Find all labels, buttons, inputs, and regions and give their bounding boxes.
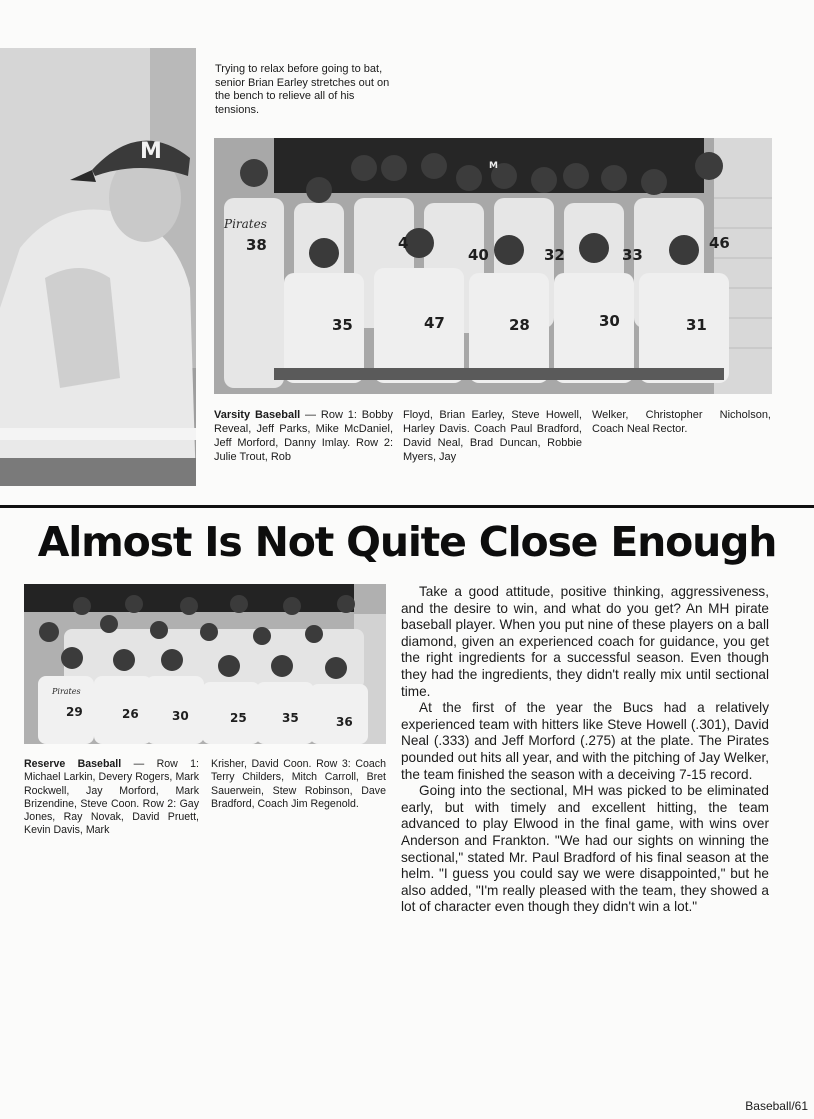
story-paragraph: Take a good attitude, positive thinking, aggressiveness, and the desire to win, and what do you get? An MH pirate baseball player. When you put nine of these players on a ball diamond, given an experienced coach for guidance, you get the right ingredients for a successful season. Even though they had the ingredients, they didn't really mix until sectional time.	[401, 584, 769, 699]
reserve-number: 26	[122, 707, 139, 721]
varsity-jersey-script: Pirates	[224, 217, 267, 231]
varsity-number: 46	[709, 234, 730, 252]
reserve-caption-text-1: — Row 1: Michael Larkin, Devery Rogers, Mark Rockwell, Jay Morford, Mark Brizendine, Steve Coon. Row 2: Gay Jones, Ray Novak, David Pruett, Kevin Davis, Mark	[24, 758, 199, 837]
reserve-caption-col-1	[24, 758, 199, 838]
varsity-cap-letter: M	[489, 161, 498, 171]
varsity-caption-text-1: — Row 1: Bobby Reveal, Jeff Parks, Mike McDaniel, Jeff Morford, Danny Imlay. Row 2: Julie Trout, Rob	[214, 409, 393, 463]
reserve-number: 29	[66, 705, 83, 719]
varsity-number: 35	[332, 316, 353, 334]
varsity-caption-col-3: Welker, Christopher Nicholson, Coach Neal Rector.	[592, 409, 771, 435]
page-headline: Almost Is Not Quite Close Enough	[37, 518, 777, 566]
story-paragraph: Going into the sectional, MH was picked to be eliminated early, but with timely and excellent hitting, the team advanced to play Elwood in the final game, with wins over Anderson and Frankton. "We had our sights on winning the sectional," stated Mr. Paul Bradford of his final season at the helm. "I guess you could say we were disappointed," but he also added, "I'm really pleased with the team, they showed a lot of character even though they didn't win a lot."	[401, 783, 769, 915]
reserve-number: 35	[282, 711, 299, 725]
reserve-number: 36	[336, 715, 353, 729]
varsity-number: 30	[599, 312, 620, 330]
reserve-team-photo	[24, 584, 386, 744]
story-body	[401, 584, 769, 916]
varsity-number: 31	[686, 316, 707, 334]
reserve-caption-col-2: Krisher, David Coon. Row 3: Coach Terry Childers, Mitch Carroll, Bret Sauerwein, Stew Robinson, Dave Bradford, Coach Jim Regenold.	[211, 758, 386, 810]
varsity-caption-col-1	[214, 408, 393, 464]
page-folio: Baseball/61	[745, 1099, 808, 1113]
varsity-number: 33	[622, 246, 643, 264]
varsity-caption-col-2: Floyd, Brian Earley, Steve Howell, Harley Davis. Coach Paul Bradford, David Neal, Brad Duncan, Robbie Myers, Jay	[403, 409, 582, 463]
reserve-number: 30	[172, 709, 189, 723]
story-paragraph: At the first of the year the Bucs had a relatively experienced team with hitters like Steve Howell (.301), David Neal (.333) and Jeff Morford (.275) at the plate. The Pirates pounded out hits all year, and with the pitching of Jay Welker, the team finished the season with a deceiving 7-15 record.	[401, 700, 769, 782]
varsity-number: 47	[424, 314, 445, 332]
section-divider	[0, 505, 814, 508]
portrait-photo	[0, 48, 196, 486]
varsity-caption	[214, 408, 772, 464]
portrait-caption: Trying to relax before going to bat, senior Brian Earley stretches out on the bench to relieve all of his tensions.	[215, 63, 390, 116]
reserve-number: 25	[230, 711, 247, 725]
reserve-caption-lead: Reserve Baseball	[24, 758, 122, 770]
portrait-cap-letter: M	[140, 139, 162, 164]
reserve-caption	[24, 758, 386, 838]
varsity-number: 28	[509, 316, 530, 334]
varsity-number: 4	[398, 234, 409, 252]
varsity-number: 32	[544, 246, 565, 264]
reserve-jersey-script: Pirates	[52, 687, 81, 696]
varsity-number: 40	[468, 246, 489, 264]
varsity-number: 38	[246, 236, 267, 254]
varsity-caption-lead: Varsity Baseball	[214, 409, 301, 421]
varsity-team-photo	[214, 138, 772, 394]
